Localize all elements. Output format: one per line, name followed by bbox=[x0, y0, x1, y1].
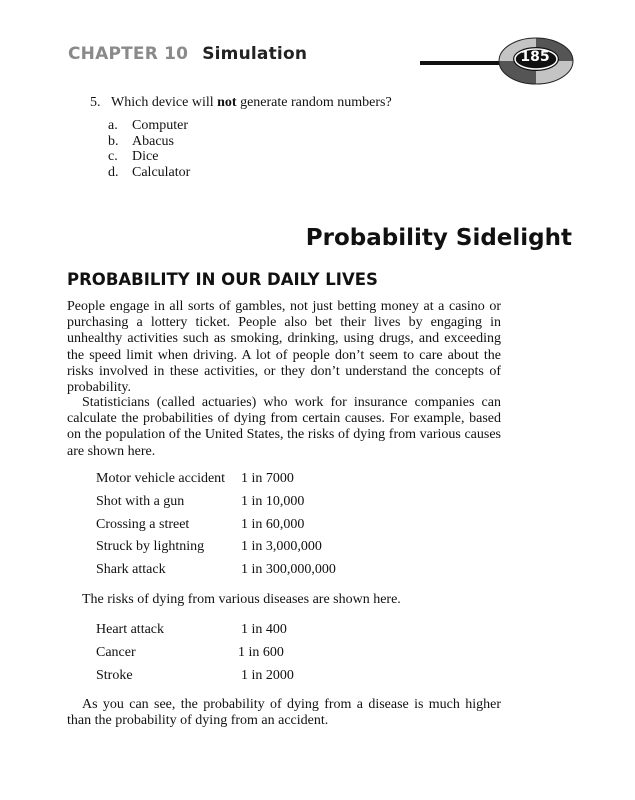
option-letter: b. bbox=[108, 133, 119, 149]
risk-cell: 1 in 400 bbox=[241, 622, 287, 638]
risk-cell: 1 in 7000 bbox=[241, 471, 294, 487]
risk-cell: 1 in 10,000 bbox=[241, 494, 305, 510]
cause-cell: Struck by lightning bbox=[96, 539, 205, 555]
page-number: 185 bbox=[520, 49, 550, 65]
paragraph-1: People engage in all sorts of gambles, not just betting money at a casino or purchasing a lottery ticket. People also bet their lives by engaging in unhealthy activities such as smoking, drinking, using drugs, and exceeding the speed limit when driving. A lot of people don’t seem to care about the risks involved in these activities, or they don’t understand the concepts of probability. bbox=[67, 299, 501, 396]
table-row bbox=[96, 664, 294, 687]
running-head bbox=[68, 44, 307, 64]
cause-cell: Motor vehicle accident bbox=[96, 471, 226, 487]
page-header bbox=[0, 0, 635, 90]
option-text: Computer bbox=[132, 118, 188, 133]
paragraph-2: Statisticians (called actuaries) who work for insurance companies can calculate the probabilities of dying from certain causes. For example, based on the population of the United States, the risks of dying from various causes are shown here. bbox=[67, 395, 501, 459]
cause-cell: Stroke bbox=[96, 667, 133, 683]
option-text: Dice bbox=[132, 149, 159, 164]
paragraph-3: The risks of dying from various diseases are shown here. bbox=[82, 592, 401, 607]
paragraph-4: As you can see, the probability of dying from a disease is much higher than the probability of dying from an accident. bbox=[67, 697, 501, 729]
disease-risk-table bbox=[96, 619, 294, 687]
table-row bbox=[96, 491, 336, 514]
risk-cell: 1 in 3,000,000 bbox=[241, 539, 322, 555]
table-row bbox=[96, 513, 336, 536]
table-row bbox=[96, 619, 294, 642]
option-d bbox=[108, 165, 190, 181]
risk-cell: 1 in 600 bbox=[238, 645, 284, 661]
table-row bbox=[96, 559, 336, 582]
table-row bbox=[96, 536, 336, 559]
risk-cell: 1 in 300,000,000 bbox=[241, 562, 336, 578]
accident-risk-table bbox=[96, 468, 336, 581]
question-number: 5. bbox=[90, 95, 101, 110]
risk-cell: 1 in 2000 bbox=[241, 667, 294, 683]
option-letter: c. bbox=[108, 149, 118, 164]
question-text-before: Which device will bbox=[111, 95, 218, 110]
option-letter: a. bbox=[108, 118, 118, 133]
option-b bbox=[108, 134, 190, 150]
option-a bbox=[108, 118, 190, 134]
sidelight-title: Probability Sidelight bbox=[305, 225, 572, 251]
question-text-bold: not bbox=[217, 95, 237, 110]
option-letter: d. bbox=[108, 164, 119, 180]
option-text: Abacus bbox=[132, 133, 174, 149]
cause-cell: Heart attack bbox=[96, 622, 165, 638]
cause-cell: Crossing a street bbox=[96, 516, 190, 532]
cause-cell: Cancer bbox=[96, 645, 136, 661]
table-row bbox=[96, 468, 336, 491]
cause-cell: Shot with a gun bbox=[96, 494, 185, 510]
section-heading: PROBABILITY IN OUR DAILY LIVES bbox=[67, 270, 378, 289]
question-text-after: generate random numbers? bbox=[236, 95, 392, 110]
chapter-title: Simulation bbox=[202, 44, 308, 64]
chapter-label: CHAPTER 10 bbox=[68, 44, 189, 64]
risk-cell: 1 in 60,000 bbox=[241, 516, 305, 532]
question-5 bbox=[90, 95, 392, 111]
cause-cell: Shark attack bbox=[96, 562, 166, 578]
option-text: Calculator bbox=[132, 164, 191, 180]
table-row bbox=[96, 642, 294, 665]
answer-options bbox=[108, 118, 190, 180]
option-c bbox=[108, 149, 190, 165]
